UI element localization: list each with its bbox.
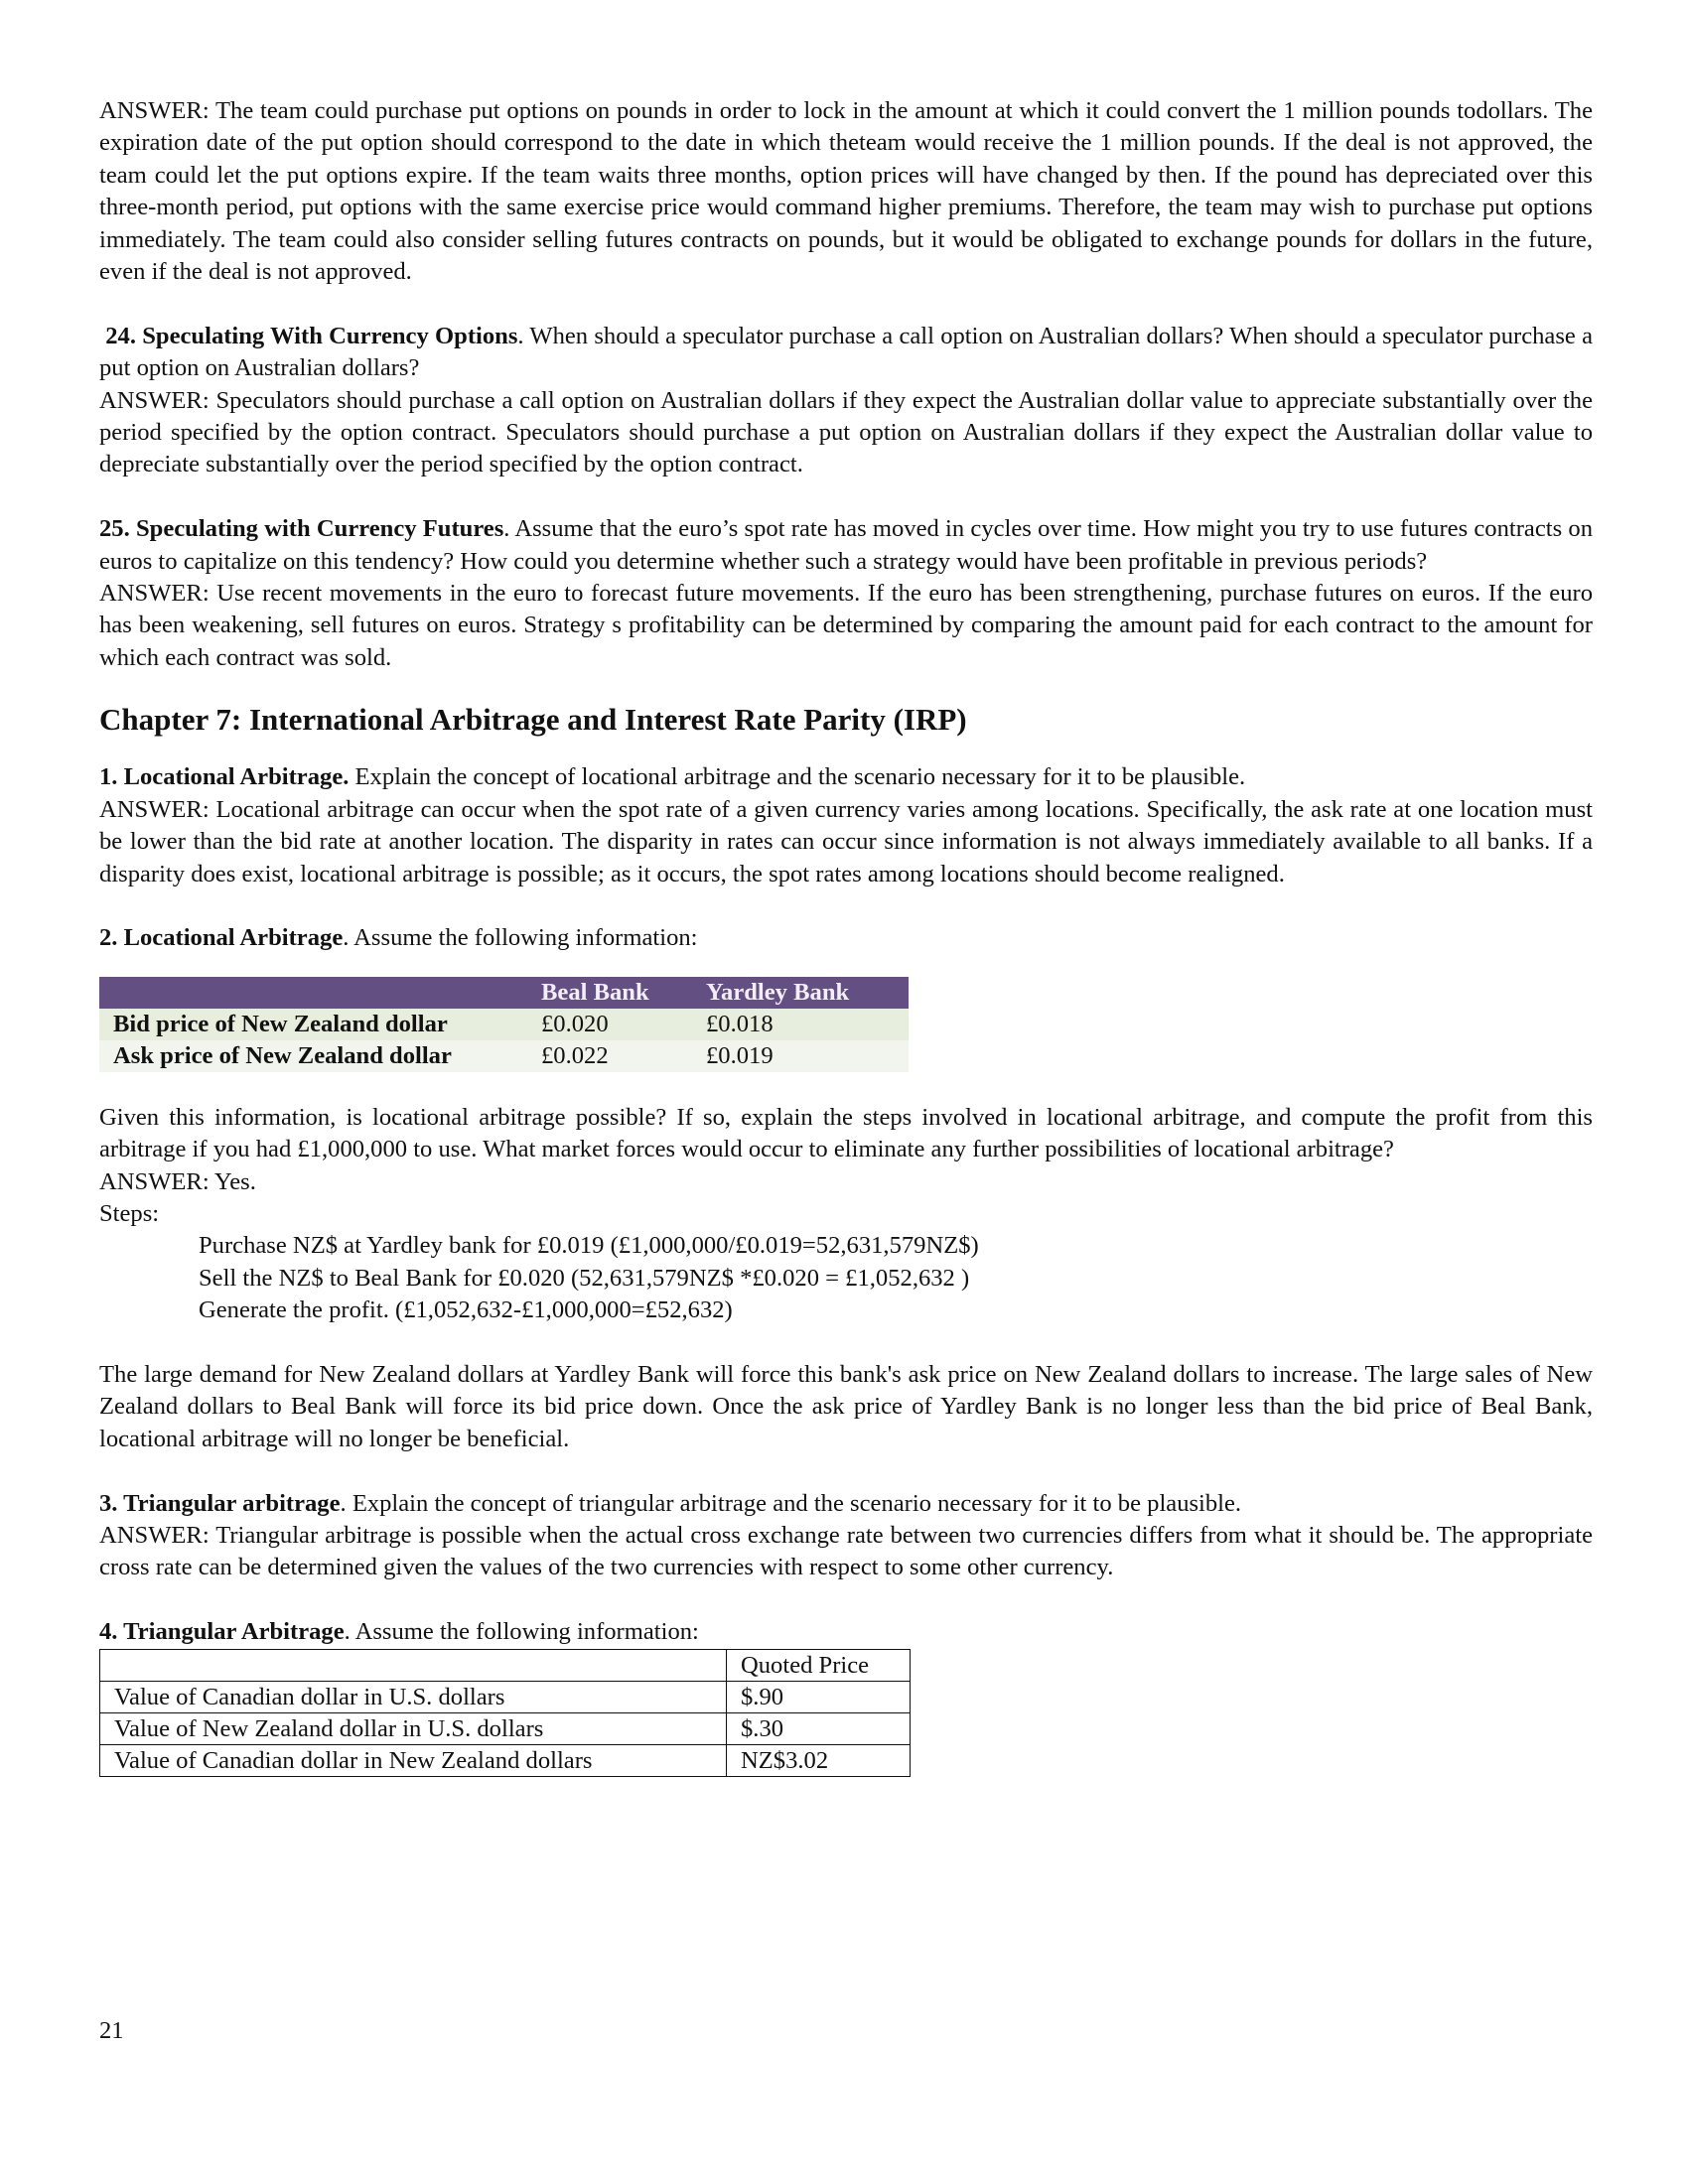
c7-question-3 — [99, 1488, 1593, 1520]
c7-answer-1: ANSWER: Locational arbitrage can occur when the spot rate of a given currency varies among locations. Specifically, the ask rate at one location must be lower than the bid rate at another location. The disparity in rates can occur since information is not always immediately available to all banks. If a disparity does exist, locational arbitrage is possible; as it occurs, the spot rates among locations should become realigned. — [99, 795, 1593, 887]
question-25 — [99, 513, 1593, 578]
c7-question-2-text: . Assume the following information: — [343, 924, 698, 952]
row-label: Value of Canadian dollar in New Zealand dollars — [100, 1744, 727, 1776]
question-25-title: 25. Speculating with Currency Futures — [99, 515, 504, 543]
chapter-heading: Chapter 7: International Arbitrage and Interest Rate Parity (IRP) — [99, 702, 967, 738]
question-25-text: . Assume that the euro’s spot rate has moved in cycles over time. How might you try to use futures contracts on euros to capitalize on this tendency? How could you determine whether such a strategy would have been profitable in previous periods? — [99, 515, 1593, 575]
beal-ask: £0.022 — [541, 1040, 706, 1072]
row-price: $.90 — [727, 1681, 911, 1712]
answer-24: ANSWER: Speculators should purchase a call option on Australian dollars if they expect the Australian dollar value to appreciate substantially over the period specified by the option contract. Speculators should purchase a put option on Australian dollars if they expect the Australian dollar value to depreciate substantially over the period specified by the option contract. — [99, 386, 1593, 478]
steps-label: Steps: — [99, 1199, 160, 1227]
c7-question-1 — [99, 761, 1593, 793]
table-row — [100, 1681, 911, 1712]
step-item: Purchase NZ$ at Yardley bank for £0.019 (£1,000,000/£0.019=52,631,579NZ$) — [199, 1232, 979, 1260]
row-price: $.30 — [727, 1712, 911, 1744]
quoted-price-table — [99, 1649, 911, 1777]
row-label: Value of New Zealand dollar in U.S. dollars — [100, 1712, 727, 1744]
quoted-table-header-price: Quoted Price — [727, 1649, 911, 1681]
c7-question-1-title: 1. Locational Arbitrage. — [99, 763, 350, 791]
table-row — [100, 1712, 911, 1744]
steps-list — [99, 1230, 1593, 1326]
table-row — [100, 1744, 911, 1776]
bank-rates-table — [99, 977, 909, 1072]
page-number: 21 — [99, 2017, 124, 2044]
beal-bid: £0.020 — [541, 1009, 706, 1040]
row-price: NZ$3.02 — [727, 1744, 911, 1776]
question-24 — [99, 321, 1593, 385]
bank-table-header-blank — [99, 977, 541, 1009]
table-row — [99, 1040, 909, 1072]
bank-table-header-yardley: Yardley Bank — [706, 977, 909, 1009]
answer-25: ANSWER: Use recent movements in the euro to forecast future movements. If the euro has been strengthening, purchase futures on euros. If the euro has been weakening, sell futures on euros. Strategy s profitability can be determined by comparing the amount paid for each contract to the amount for which each contract was sold. — [99, 580, 1593, 671]
c7-question-2-followup: Given this information, is locational arbitrage possible? If so, explain the steps involved in locational arbitrage, and compute the profit from this arbitrage if you had £1,000,000 to use. What market forces would occur to eliminate any further possibilities of locational arbitrage? — [99, 1103, 1593, 1163]
row-label: Value of Canadian dollar in U.S. dollars — [100, 1681, 727, 1712]
bank-table-header-beal: Beal Bank — [541, 977, 706, 1009]
row-label: Bid price of New Zealand dollar — [99, 1009, 541, 1040]
step-item: Generate the profit. (£1,052,632-£1,000,000=£52,632) — [199, 1297, 733, 1324]
document-page — [99, 95, 1593, 1777]
c7-question-2 — [99, 922, 1593, 954]
quoted-table-header-blank — [100, 1649, 727, 1681]
c7-question-2-conclusion: The large demand for New Zealand dollars at Yardley Bank will force this bank's ask price on New Zealand dollars to increase. The large sales of New Zealand dollars to Beal Bank will force its bid price down. Once the ask price of Yardley Bank is no longer less than the bid price of Beal Bank, locational arbitrage will no longer be beneficial. — [99, 1360, 1593, 1452]
table-row — [99, 1009, 909, 1040]
previous-answer: ANSWER: The team could purchase put options on pounds in order to lock in the amount at which it could convert the 1 million pounds todollars. The expiration date of the put option should correspond to the date in which theteam would receive the 1 million pounds. If the deal is not approved, the team could let the put options expire. If the team waits three months, option prices will have changed by then. If the pound has depreciated over this three-month period, put options with the same exercise price would command higher premiums. Therefore, the team may wish to purchase put options immediately. The team could also consider selling futures contracts on pounds, but it would be obligated to exchange pounds for dollars in the future, even if the deal is not approved. — [99, 97, 1593, 286]
step-item: Sell the NZ$ to Beal Bank for £0.020 (52,631,579NZ$ *£0.020 = £1,052,632 ) — [199, 1264, 970, 1292]
c7-question-4 — [99, 1616, 1593, 1648]
yardley-bid: £0.018 — [706, 1009, 909, 1040]
quoted-table-header — [100, 1649, 911, 1681]
yardley-ask: £0.019 — [706, 1040, 909, 1072]
c7-answer-2: ANSWER: Yes. — [99, 1167, 256, 1195]
c7-answer-3: ANSWER: Triangular arbitrage is possible when the actual cross exchange rate between two currencies differs from what it should be. The appropriate cross rate can be determined given the values of the two currencies with respect to some other currency. — [99, 1521, 1593, 1581]
row-label: Ask price of New Zealand dollar — [99, 1040, 541, 1072]
c7-question-2-title: 2. Locational Arbitrage — [99, 924, 344, 952]
bank-table-header — [99, 977, 909, 1009]
c7-question-4-title: 4. Triangular Arbitrage — [99, 1618, 345, 1646]
question-24-title: 24. Speculating With Currency Options — [105, 322, 518, 349]
c7-question-4-text: . Assume the following information: — [344, 1618, 699, 1646]
question-24-text: . When should a speculator purchase a call option on Australian dollars? When should a speculator purchase a put option on Australian dollars? — [99, 322, 1593, 382]
c7-question-1-text: Explain the concept of locational arbitrage and the scenario necessary for it to be plausible. — [349, 763, 1246, 791]
c7-question-3-text: . Explain the concept of triangular arbitrage and the scenario necessary for it to be plausible. — [340, 1489, 1242, 1517]
c7-question-3-title: 3. Triangular arbitrage — [99, 1489, 341, 1517]
